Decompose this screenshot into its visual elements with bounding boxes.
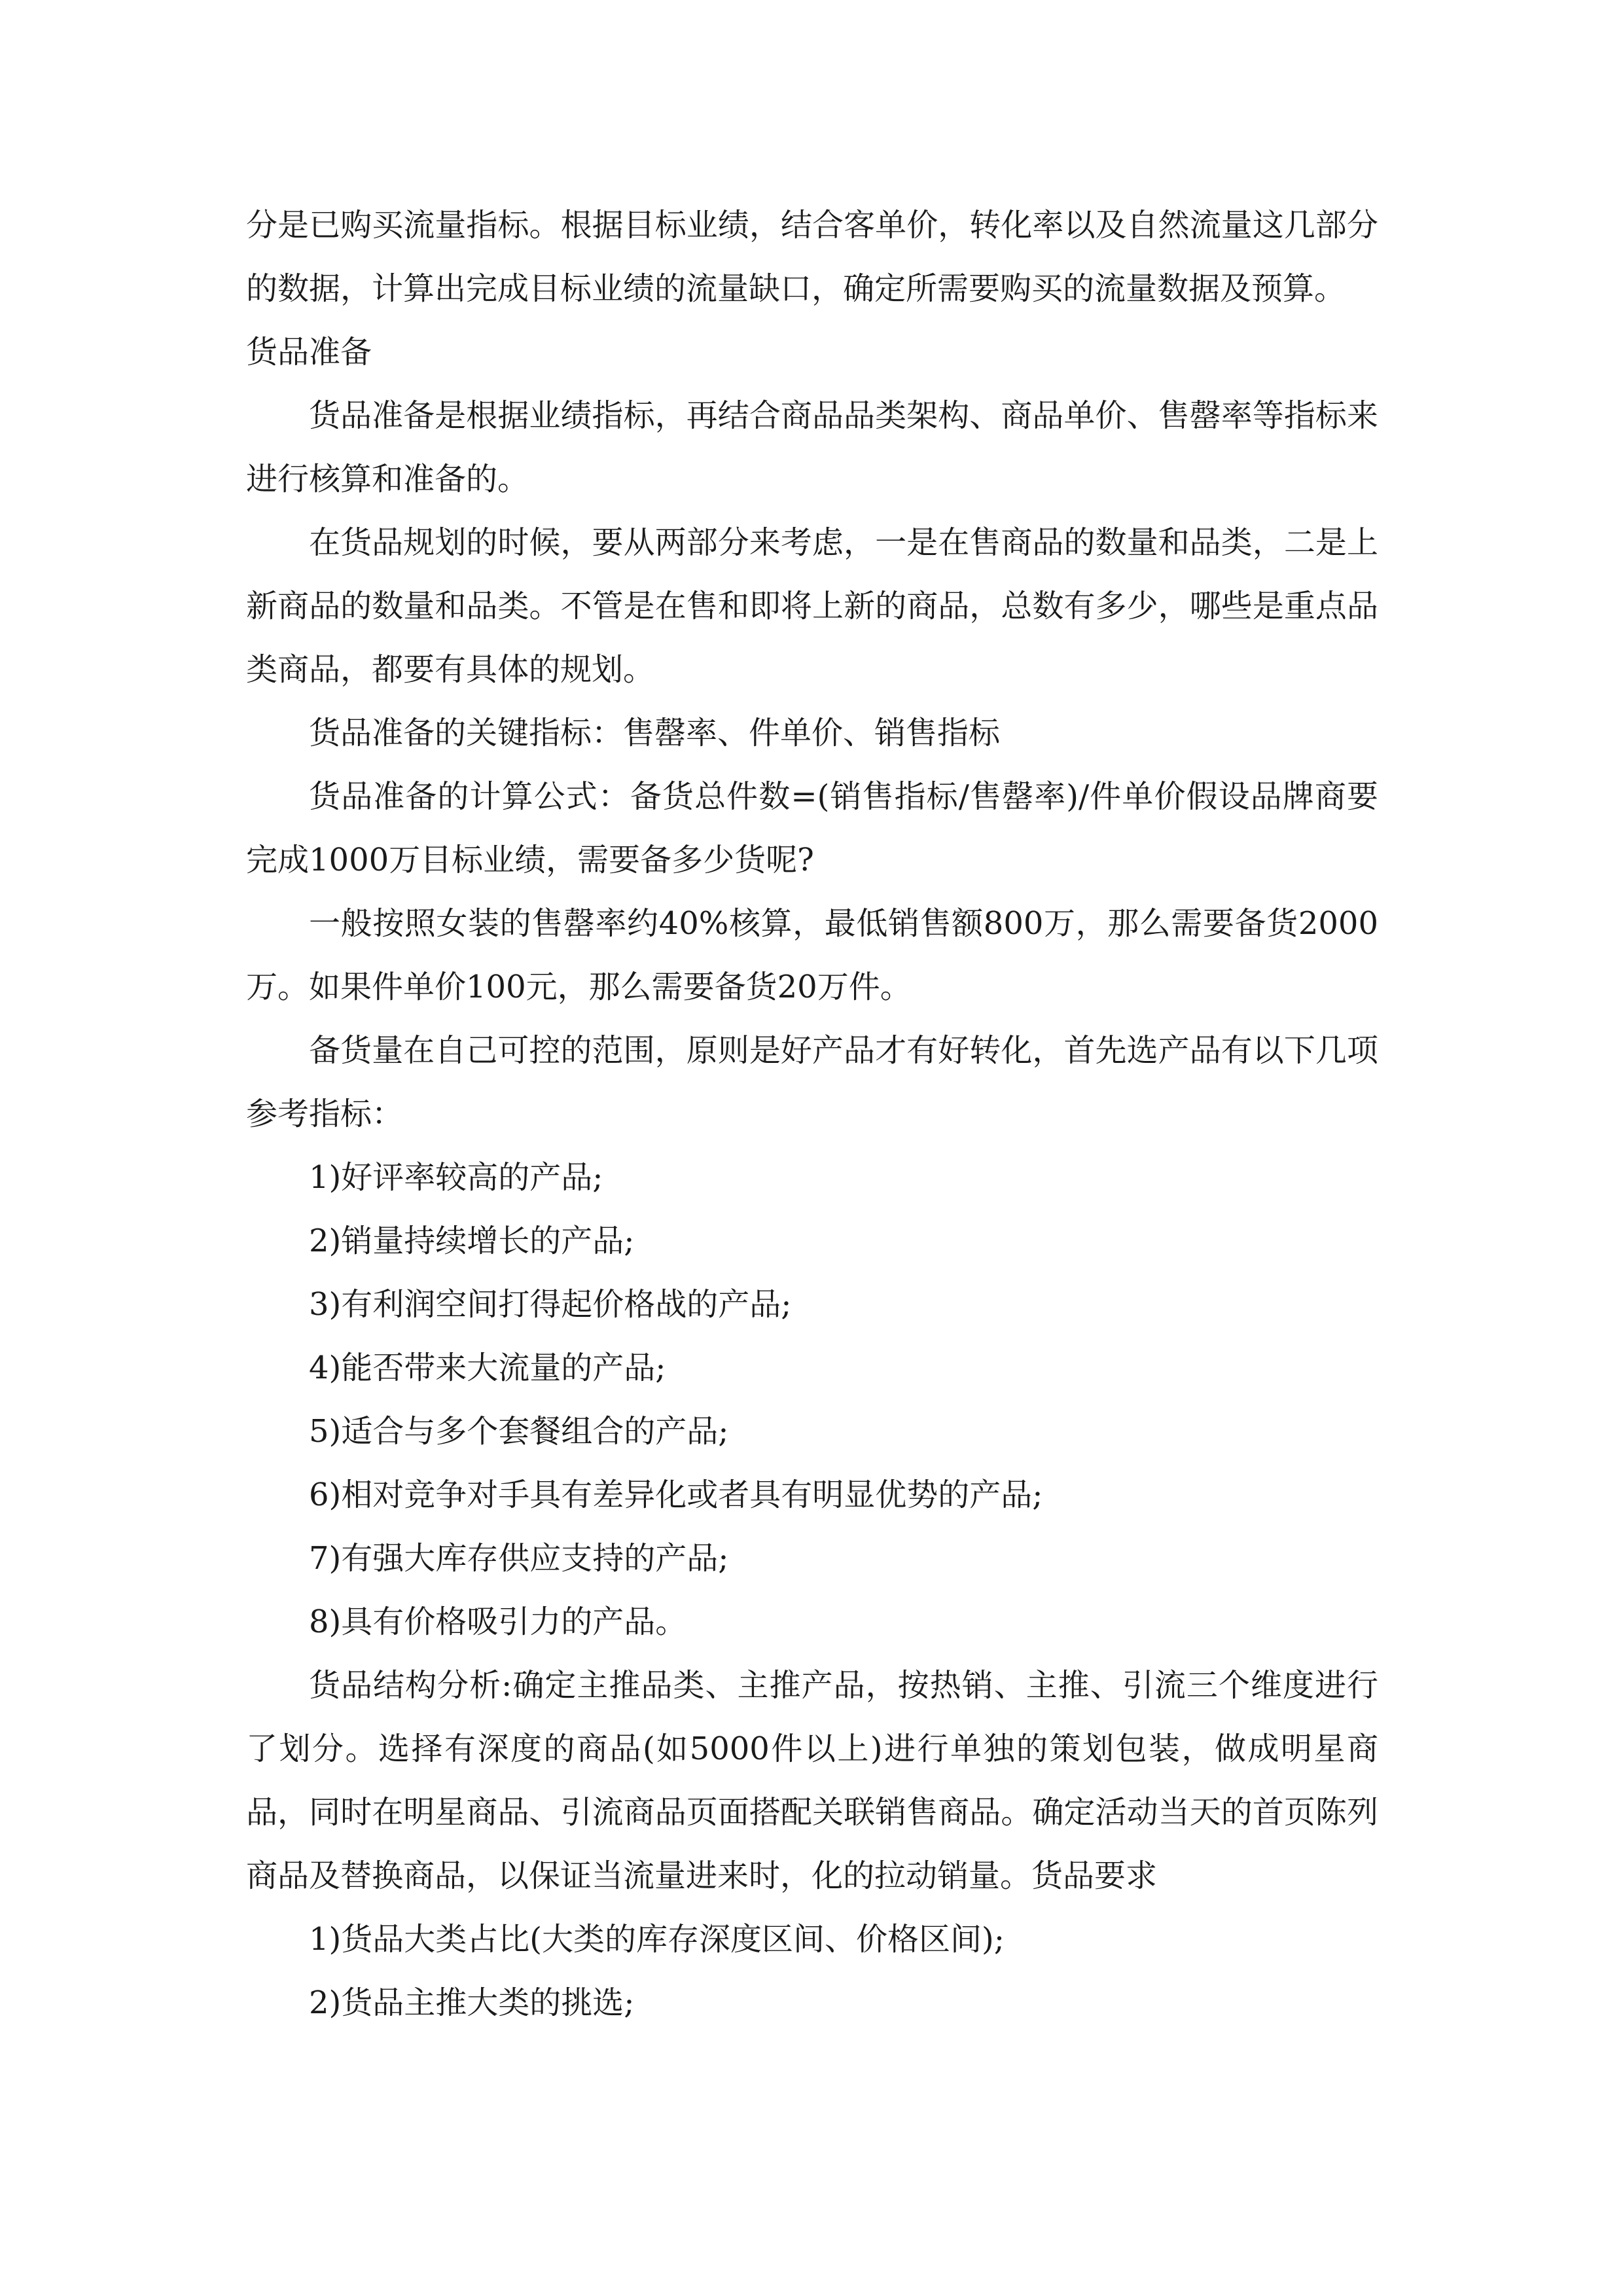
paragraph-goods-definition: 货品准备是根据业绩指标，再结合商品品类架构、商品单价、售罄率等指标来进行核算和准备的。 xyxy=(246,397,1378,497)
list-item: 7)有强大库存供应支持的产品; xyxy=(309,1540,729,1577)
paragraph-goods-planning: 在货品规划的时候，要从两部分来考虑，一是在售商品的数量和品类，二是上新商品的数量和品类。不管是在售和即将上新的商品，总数有多少，哪些是重点品类商品，都要有具体的规划。 xyxy=(246,524,1378,688)
list-item: 4)能否带来大流量的产品; xyxy=(309,1350,666,1386)
list-item: 8)具有价格吸引力的产品。 xyxy=(309,1604,687,1640)
section-heading: 货品准备 xyxy=(246,334,372,370)
paragraph-example-calculation: 一般按照女装的售罄率约40%核算，最低销售额800万，那么需要备货2000万。如果件单价100元，那么需要备货20万件。 xyxy=(246,905,1378,1005)
list-item: 5)适合与多个套餐组合的产品; xyxy=(309,1413,729,1450)
paragraph-traffic-budget: 分是已购买流量指标。根据目标业绩，结合客单价，转化率以及自然流量这几部分的数据，计算出完成目标业绩的流量缺口，确定所需要购买的流量数据及预算。 xyxy=(246,207,1378,307)
list-item: 2)销量持续增长的产品; xyxy=(309,1223,635,1259)
document-body xyxy=(246,194,1378,2035)
paragraph-selection-principle: 备货量在自己可控的范围，原则是好产品才有好转化，首先选产品有以下几项参考指标： xyxy=(246,1032,1378,1132)
list-item: 3)有利润空间打得起价格战的产品; xyxy=(309,1286,792,1323)
list-item: 1)货品大类占比(大类的库存深度区间、价格区间); xyxy=(309,1921,1005,1958)
paragraph-key-indicators: 货品准备的关键指标：售罄率、件单价、销售指标 xyxy=(309,715,1001,751)
paragraph-formula: 货品准备的计算公式：备货总件数=(销售指标/售罄率)/件单价假设品牌商要完成1000万目标业绩，需要备多少货呢? xyxy=(246,778,1378,878)
list-item: 1)好评率较高的产品; xyxy=(309,1159,603,1196)
list-item: 6)相对竞争对手具有差异化或者具有明显优势的产品; xyxy=(309,1477,1043,1513)
paragraph-structure-analysis: 货品结构分析:确定主推品类、主推产品，按热销、主推、引流三个维度进行了划分。选择有深度的商品(如5000件以上)进行单独的策划包装，做成明星商品，同时在明星商品、引流商品页面搭配关联销售商品。确定活动当天的首页陈列商品及替换商品，以保证当流量进来时，化的拉动销量。货品要求 xyxy=(246,1667,1378,1894)
list-item: 2)货品主推大类的挑选; xyxy=(309,1984,635,2021)
